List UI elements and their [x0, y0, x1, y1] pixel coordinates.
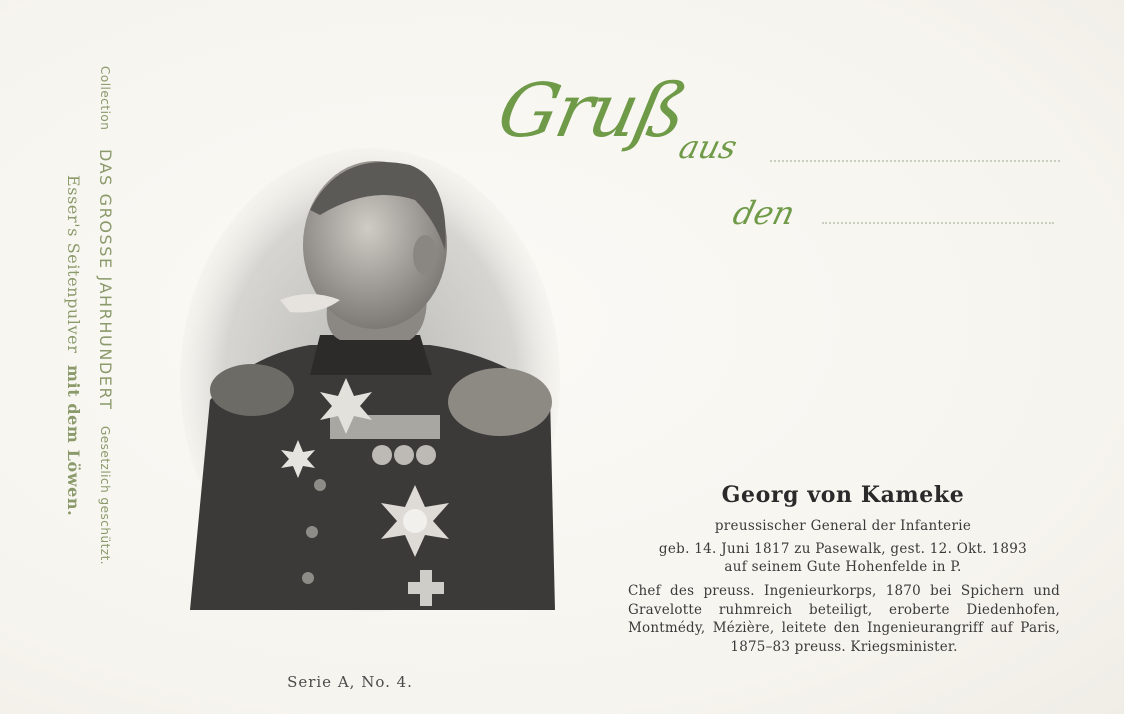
- greeting-place-line: [770, 160, 1060, 162]
- right-epaulette: [448, 368, 552, 436]
- left-epaulette: [210, 364, 294, 416]
- portrait-svg: [170, 140, 570, 620]
- advert-bold: mit dem Löwen.: [64, 365, 83, 517]
- button: [306, 526, 318, 538]
- portrait-image: [170, 140, 570, 620]
- greeting-den: den: [729, 194, 799, 232]
- advert-prefix: Esser's Seitenpulver: [64, 175, 83, 354]
- greeting-gruss: Gruß: [490, 68, 693, 154]
- greeting-date-line: [822, 222, 1054, 224]
- subject-name: Georg von Kameke: [721, 482, 965, 508]
- birth-death-info: [600, 540, 1086, 576]
- protection-note: Gesetzlich geschützt.: [98, 426, 112, 566]
- button: [314, 479, 326, 491]
- advert-inscription: [64, 175, 83, 517]
- collection-label: Collection: [98, 66, 112, 131]
- ear: [413, 235, 437, 275]
- button: [302, 572, 314, 584]
- collection-title: DAS GROSSE JAHRHUNDERT: [96, 149, 115, 411]
- biography: Chef des preuss. Ingenieurkorps, 1870 bei Spichern und Gravelotte ruhmreich beteiligt, eroberte Diedenhofen, Montmédy, Mézière, leitete den Ingenieurangriff auf Paris, 1875–83 preuss. Kriegsminister.: [628, 583, 1060, 655]
- collection-inscription: [96, 66, 115, 565]
- subject-title: preussischer General der Infanterie: [714, 518, 972, 534]
- series-number: Serie A, No. 4.: [287, 673, 413, 691]
- collar: [310, 335, 432, 375]
- greeting-aus: aus: [675, 128, 741, 166]
- birth-death-line-2: auf seinem Gute Hohenfelde in P.: [724, 559, 962, 575]
- birth-death-line-1: geb. 14. Juni 1817 zu Pasewalk, gest. 12. Okt. 1893: [658, 541, 1028, 557]
